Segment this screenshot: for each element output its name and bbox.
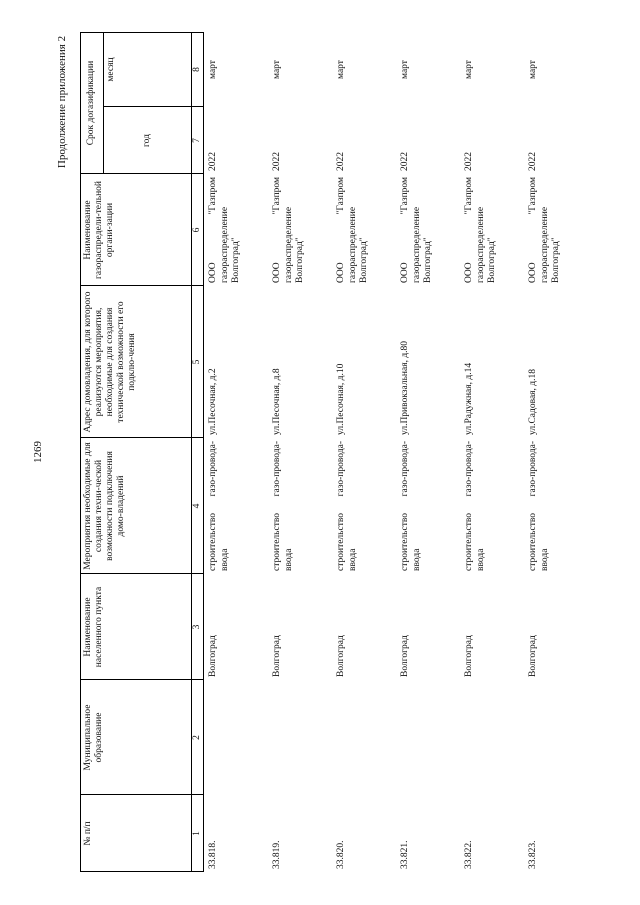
row-month: март — [336, 60, 346, 79]
table-row — [396, 32, 460, 872]
header-organization: Наименование газораспредели-тельной органи-зации — [83, 180, 115, 280]
row-address: ул.Песочная, д.10 — [336, 363, 346, 435]
row-number: 33.818. — [208, 840, 218, 869]
row-measure: строительство газо-провода-ввода — [272, 441, 294, 571]
header-address: Адрес домовладения, для которого реализуются мероприятия, необходимые для создания технической возможности его подклю-чения — [83, 291, 137, 433]
header-settlement: Наименование населенного пункта — [83, 586, 104, 668]
row-address: ул.Радужная, д.14 — [464, 362, 474, 435]
column-number: 5 — [192, 359, 202, 365]
row-settlement: Волгоград — [528, 635, 538, 677]
row-year: 2022 — [400, 152, 410, 171]
table-row — [332, 32, 396, 872]
column-number: 8 — [192, 67, 202, 72]
row-number: 33.822. — [464, 840, 474, 869]
row-organization: ООО "Газпром газораспределение Волгоград" — [336, 177, 369, 283]
header-measures: Мероприятия необходимые для создания техни-ческой возможности подключения домо-владений — [83, 442, 126, 570]
row-number: 33.819. — [272, 840, 282, 869]
row-year: 2022 — [528, 152, 538, 171]
header-month: месяц — [106, 57, 116, 82]
row-month: март — [528, 60, 538, 79]
row-month: март — [272, 60, 282, 79]
row-year: 2022 — [464, 152, 474, 171]
rotated-table — [80, 32, 604, 872]
table-body — [204, 32, 588, 872]
row-organization: ООО "Газпром газораспределение Волгоград" — [400, 177, 433, 283]
row-year: 2022 — [272, 152, 282, 171]
page-number: 1269 — [32, 441, 44, 463]
row-settlement: Волгоград — [336, 635, 346, 677]
row-year: 2022 — [208, 152, 218, 171]
row-measure: строительство газо-провода-ввода — [208, 441, 230, 571]
table-row — [460, 32, 524, 872]
row-month: март — [400, 60, 410, 79]
row-settlement: Волгоград — [464, 635, 474, 677]
row-number: 33.821. — [400, 840, 410, 869]
row-organization: ООО "Газпром газораспределение Волгоград" — [464, 177, 497, 283]
row-settlement: Волгоград — [272, 635, 282, 677]
row-month: март — [464, 60, 474, 79]
row-measure: строительство газо-провода-ввода — [464, 441, 486, 571]
header-term: Срок догазификации — [86, 60, 96, 146]
table-row — [204, 32, 268, 872]
table-header — [80, 32, 204, 872]
table-row — [524, 32, 588, 872]
header-municipality: Муниципальное образование — [83, 704, 104, 771]
row-measure: строительство газо-провода-ввода — [336, 441, 358, 571]
row-measure: строительство газо-провода-ввода — [528, 441, 550, 571]
row-address: ул.Песочная, д.2 — [208, 368, 218, 435]
row-organization: ООО "Газпром газораспределение Волгоград" — [208, 177, 241, 283]
header-year: год — [141, 134, 152, 147]
column-number: 3 — [192, 624, 202, 630]
row-month: март — [208, 60, 218, 79]
table-row — [268, 32, 332, 872]
column-number: 6 — [192, 227, 202, 233]
continuation-caption: Продолжение приложения 2 — [56, 35, 68, 169]
row-measure: строительство газо-провода-ввода — [400, 441, 422, 571]
row-year: 2022 — [336, 152, 346, 171]
row-settlement: Волгоград — [208, 635, 218, 677]
column-number: 7 — [192, 138, 202, 143]
row-address: ул.Привокзальная, д.80 — [400, 340, 410, 435]
column-number: 1 — [192, 831, 202, 836]
row-organization: ООО "Газпром газораспределение Волгоград" — [272, 177, 305, 283]
column-number: 2 — [192, 735, 202, 740]
row-organization: ООО "Газпром газораспределение Волгоград" — [528, 177, 561, 283]
row-number: 33.823. — [528, 840, 538, 869]
header-number: № п/п — [83, 821, 93, 846]
row-address: ул.Садовая, д.18 — [528, 369, 538, 435]
row-address: ул.Песочная, д.8 — [272, 368, 282, 435]
column-number: 4 — [192, 503, 202, 509]
row-number: 33.820. — [336, 840, 346, 869]
row-settlement: Волгоград — [400, 635, 410, 677]
